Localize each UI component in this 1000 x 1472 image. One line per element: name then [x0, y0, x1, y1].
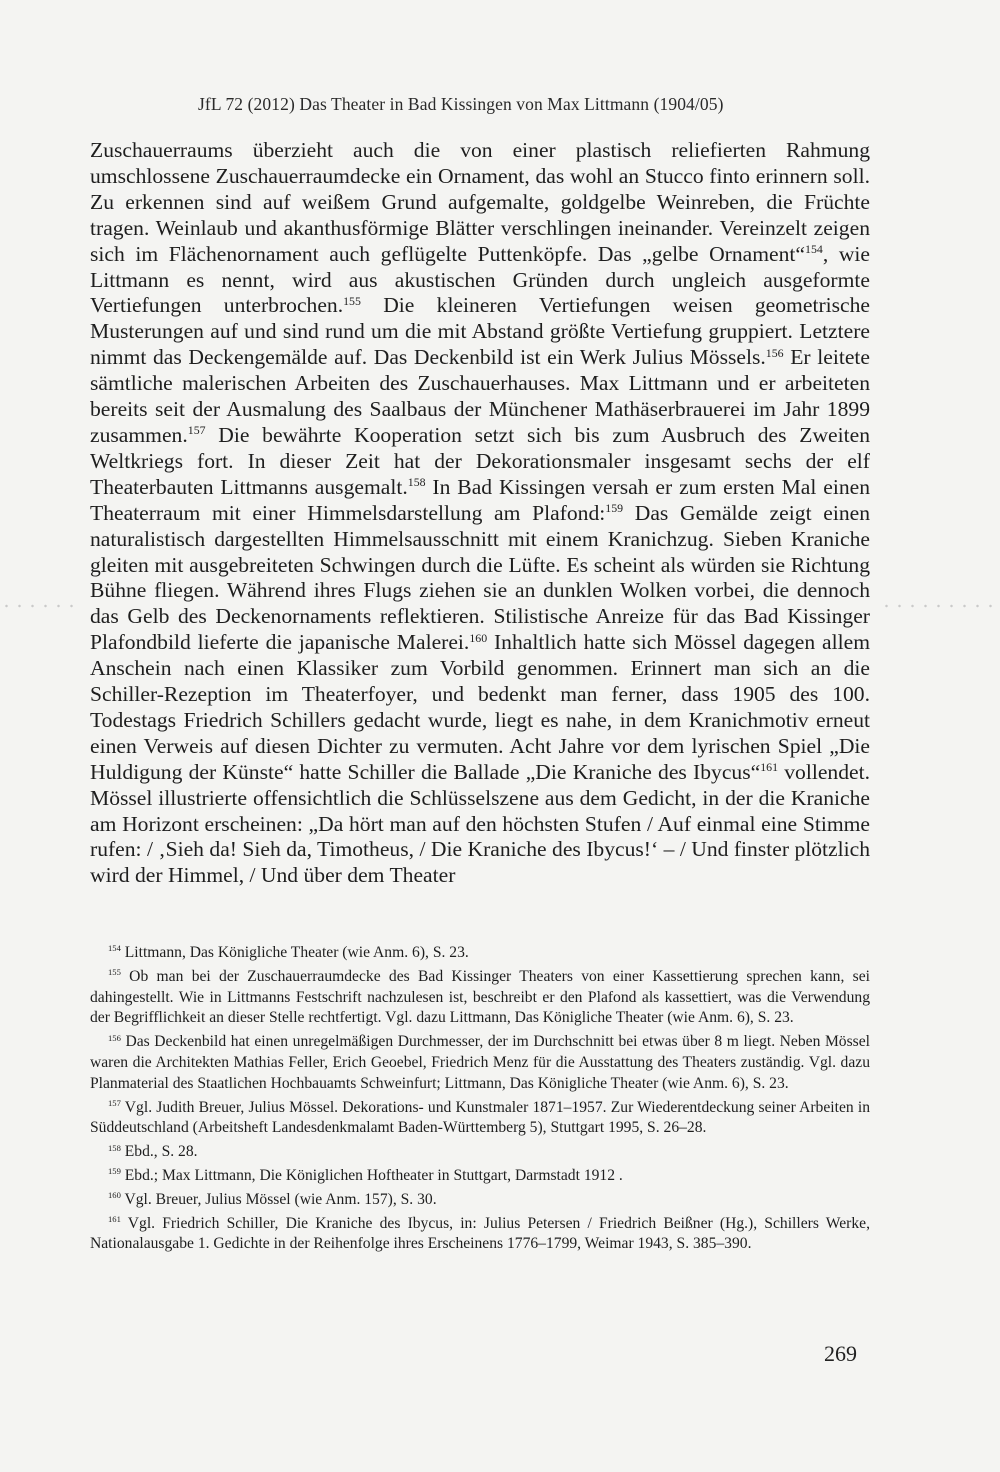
footnote-text: Vgl. Breuer, Julius Mössel (wie Anm. 157), S. 30.: [120, 1190, 437, 1208]
body-paragraph: [90, 138, 870, 889]
footnote-number: 159: [108, 1166, 121, 1177]
footnote-ref: 160: [469, 630, 488, 645]
body-text-segment: Das Gemälde zeigt einen naturalistisch dargestellten Himmelsausschnitt mit einem Kranichzug. Sieben Kraniche gleiten mit ausgebreiteten Schwingen durch die Lüfte. Es scheint als würden sie Richtung Bühne fliegen. Während ihres Flugs ziehen sie an dunklen Wolken vorbei, die dennoch das Gelb des Deckenornaments reflektieren. Stilistische Anreize für das Bad Kissinger Plafondbild lieferte die japanische Malerei.: [90, 500, 870, 655]
footnote: [90, 1032, 870, 1094]
page-number: 269: [824, 1341, 857, 1366]
footnote-text: Littmann, Das Königliche Theater (wie Anm. 6), S. 23.: [120, 944, 469, 961]
footnote: [90, 1166, 870, 1187]
footnote-number: 156: [108, 1032, 121, 1043]
body-text-segment: Die kleineren Vertiefungen weisen geometrische Musterungen auf und sind rund um die mit Abstand größte Vertiefung gruppiert. Letztere nimmt das Deckengemälde auf. Das Deckenbild ist ein Werk Julius Mössels.: [90, 293, 870, 370]
body-text-segment: Die bewährte Kooperation setzt sich bis zum Ausbruch des Zweiten Weltkriegs fort. In dieser Zeit hat der Dekorationsmaler insgesamt sechs der elf Theaterbauten Littmanns ausgemalt.: [90, 422, 870, 499]
body-text-segment: Zuschauerraums überzieht auch die von einer plastisch reliefierten Rahmung umschlossene Zuschauerraumdecke ein Ornament, das wohl an Stucco finto erinnern soll. Zu erkennen sind auf weißem Grund aufgemalte, goldgelbe Weinreben, die Früchte tragen. Weinlaub und akanthusförmige Blätter verschlingen ineinander. Vereinzelt zeigen sich im Flächenornament auch geflügelte Puttenköpfe. Das „gelbe Ornament“: [90, 138, 870, 266]
margin-dots-left: [0, 604, 80, 608]
footnote-number: 157: [108, 1098, 121, 1109]
footnote-ref: 161: [760, 760, 779, 775]
footnote-number: 154: [108, 943, 121, 954]
body-text-segment: vollendet. Mössel illustrierte offensichtlich die Schlüsselszene aus dem Gedicht, in der die Kraniche am Horizont erscheinen: „Da hört man auf den höchsten Stufen / Auf einmal eine Stimme rufen: / ‚Sieh da! Sieh da, Timotheus, / Die Kraniche des Ibycus!‘ – / Und finster plötzlich wird der Himmel, / Und über dem Theater: [90, 759, 871, 888]
footnote-text: Vgl. Judith Breuer, Julius Mössel. Dekorations- und Kunstmaler 1871–1957. Zur Wiederentdeckung seiner Arbeiten in Süddeutschland (Arbeitsheft Landesdenkmalamt Baden-Württemberg 5), Stuttgart 1995, S. 26–28.: [90, 1098, 870, 1137]
footnote: [90, 1098, 870, 1140]
margin-dots-right: [880, 604, 1000, 608]
footnotes: [90, 943, 870, 1258]
footnote-ref: 155: [343, 293, 361, 308]
footnote-number: 160: [108, 1190, 121, 1201]
footnote: [90, 1214, 870, 1256]
body-text-segment: , wie Littmann es nennt, wird aus akustischen Gründen durch ungleich ausgeformte Vertiefungen unterbrochen.: [90, 241, 870, 318]
footnote-text: Das Deckenbild hat einen unregelmäßigen Durchmesser, der im Durchschnitt bei etwas über 8 m liegt. Neben Mössel waren die Architekten Mathias Feller, Erich Geoebel, Friedrich Menz für die Ausstattung des Theaters zuständig. Vgl. dazu Planmaterial des Staatlichen Hochbauamts Schweinfurt; Littmann, Das Königliche Theater (wie Anm. 6), S. 23.: [90, 1033, 870, 1092]
footnote-ref: 154: [805, 241, 823, 256]
footnote-ref: 157: [187, 423, 206, 438]
footnote: [90, 967, 870, 1029]
footnote: [90, 943, 870, 964]
footnote-text: Ebd.; Max Littmann, Die Königlichen Hoftheater in Stuttgart, Darmstadt 1912 .: [120, 1166, 623, 1184]
footnote: [90, 1142, 870, 1163]
body-text-segment: Er leitete sämtliche malerischen Arbeiten des Zuschauerhauses. Max Littmann und er arbeiteten bereits seit der Ausmalung des Saalbaus der Münchener Mathäserbrauerei im Jahr 1899 zusammen.: [90, 345, 870, 447]
footnote-ref: 158: [407, 475, 426, 490]
footnote-text: Ebd., S. 28.: [120, 1143, 198, 1161]
footnote-text: Ob man bei der Zuschauerraumdecke des Bad Kissinger Theaters von einer Kassettierung sprechen kann, sei dahingestellt. Wie in Littmanns Festschrift nachzulesen ist, beschreibt er den Plafond als kassettiert, was die Verwendung der Begrifflichkeit an dieser Stelle rechtfertigt. Vgl. dazu Littmann, Das Königliche Theater (wie Anm. 6), S. 23.: [90, 967, 870, 1027]
body-text-segment: In Bad Kissingen versah er zum ersten Mal einen Theaterraum mit einer Himmelsdarstellung am Plafond:: [90, 474, 870, 525]
footnote: [90, 1190, 870, 1211]
running-head: JfL 72 (2012) Das Theater in Bad Kissingen von Max Littmann (1904/05): [198, 94, 724, 114]
footnote-number: 158: [108, 1142, 121, 1153]
footnote-number: 161: [108, 1214, 121, 1224]
footnote-ref: 159: [605, 500, 624, 515]
body-text-segment: Inhaltlich hatte sich Mössel dagegen allem Anschein nach einen Klassiker zum Vorbild genommen. Erinnert man sich an die Schiller-Rezeption im Theaterfoyer, und bedenkt man ferner, dass 1905 des 100. Todestags Friedrich Schillers gedacht wurde, liegt es nahe, in dem Kranichmotiv erneut einen Verweis auf diesen Dichter zu vermuten. Acht Jahre vor dem lyrischen Spiel „Die Huldigung der Künste“ hatte Schiller die Ballade „Die Kraniche des Ibycus“: [90, 630, 870, 784]
footnote-ref: 156: [765, 345, 784, 360]
footnote-text: Vgl. Friedrich Schiller, Die Kraniche des Ibycus, in: Julius Petersen / Friedrich Beißner (Hg.), Schillers Werke, Nationalausgabe 1. Gedichte in der Reihenfolge ihres Erscheinens 1776–1799, Weimar 1943, S. 385–390.: [90, 1214, 870, 1253]
footnote-number: 155: [108, 967, 121, 978]
